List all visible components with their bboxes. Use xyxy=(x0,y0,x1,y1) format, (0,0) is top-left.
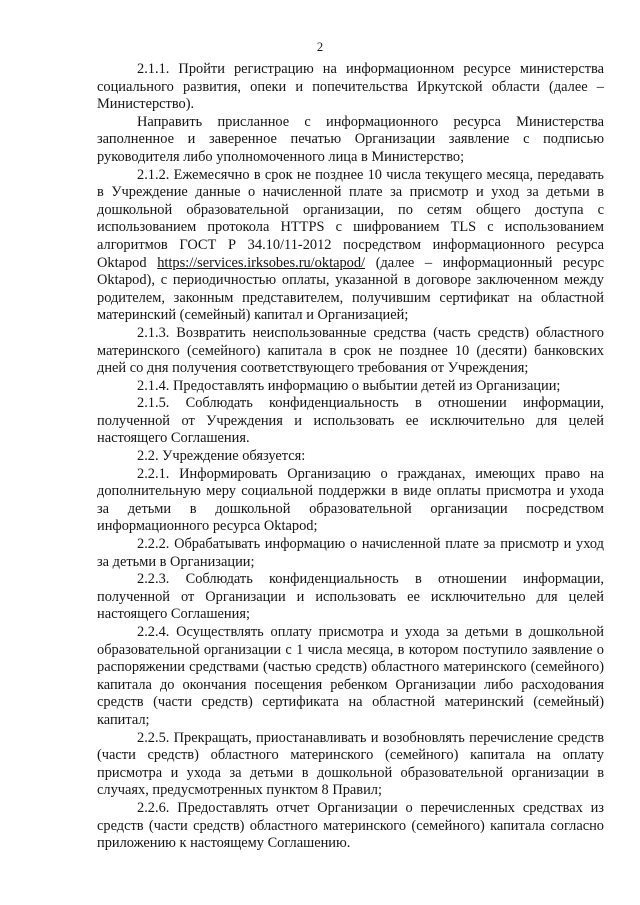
page-number: 2 xyxy=(316,40,324,54)
paragraph-2-1-5: 2.1.5. Соблюдать конфиденциальность в отношении информации, полученной от Учреждения и использовать ее исключительно для целей настоящего Соглашения. xyxy=(97,395,604,447)
paragraph-2-2-2: 2.2.2. Обрабатывать информацию о начисленной плате за присмотр и уход за детьми в Организации; xyxy=(97,536,604,570)
paragraph-2-1-1: 2.1.1. Пройти регистрацию на информационном ресурсе министерства социального развития, опеки и попечительства Иркутской области (далее – Министерство). xyxy=(97,61,604,113)
paragraph-2-2-4: 2.2.4. Осуществлять оплату присмотра и ухода за детьми в дошкольной образовательной организации с 1 числа месяца, в котором поступило заявление о распоряжении средствами (частью средств) областного материнского (семейного) капитала до окончания посещения ребенком Организации либо расходования средств (части средств) сертификата на областной материнский (семейный) капитал; xyxy=(97,624,604,728)
document-body xyxy=(97,61,604,853)
paragraph-2-1-2-text-start: 2.1.2. Ежемесячно в срок не позднее 10 числа текущего месяца, передавать в Учреждение данные о начисленной плате за присмотр и уход за детьми в дошкольной образовательной организации, по сетям общего доступа с использованием протокола HTTPS с шифрованием TLS с использованием алгоритмов ГОСТ Р 34.10/11-2012 посредством информационного ресурса Oktapod xyxy=(97,166,604,271)
paragraph-send-application: Направить присланное с информационного ресурса Министерства заполненное и заверенное печатью Организации заявление с подписью руководителя либо уполномоченного лица в Министерство; xyxy=(97,113,604,165)
paragraph-2-1-2 xyxy=(97,167,604,325)
paragraph-2-1-4: 2.1.4. Предоставлять информацию о выбытии детей из Организации; xyxy=(137,377,561,394)
paragraph-2-1-3: 2.1.3. Возвратить неиспользованные средства (часть средств) областного материнского (семейного) капитала в срок не позднее 10 (десяти) банковских дней со дня получения соответствующего требования от Учреждения; xyxy=(97,324,604,377)
paragraph-2-2-6: 2.2.6. Предоставлять отчет Организации о перечисленных средствах из средств (части средств) областного материнского (семейного) капитала согласно приложению к настоящему Соглашению. xyxy=(97,799,604,852)
paragraph-2-2-3: 2.2.3. Соблюдать конфиденциальность в отношении информации, полученной от Организации и использовать ее исключительно для целей настоящего Соглашения; xyxy=(97,571,604,623)
paragraph-2-2-1: 2.2.1. Информировать Организацию о гражданах, имеющих право на дополнительную меру социальной поддержки в виде оплаты присмотра и ухода за детьми в дошкольной образовательной организации посредством информационного ресурса Oktapod; xyxy=(97,465,604,535)
paragraph-2-2-5: 2.2.5. Прекращать, приостанавливать и возобновлять перечисление средств (части средств) областного материнского (семейного) капитала на оплату присмотра и ухода за детьми в дошкольной образовательной организации в случаях, предусмотренных пунктом 8 Правил; xyxy=(97,729,604,799)
paragraph-2-1-2-text-end: (далее – информационный ресурс Oktapod), с периодичностью оплаты, указанной в договоре заключенном между родителем, законным представителем, получившим сертификат на областной материнский (семейный) капитал и Организацией; xyxy=(97,254,604,324)
paragraph-2-2: 2.2. Учреждение обязуется: xyxy=(137,448,306,465)
oktapod-link[interactable]: https://services.irksobes.ru/oktapod/ xyxy=(157,254,366,271)
